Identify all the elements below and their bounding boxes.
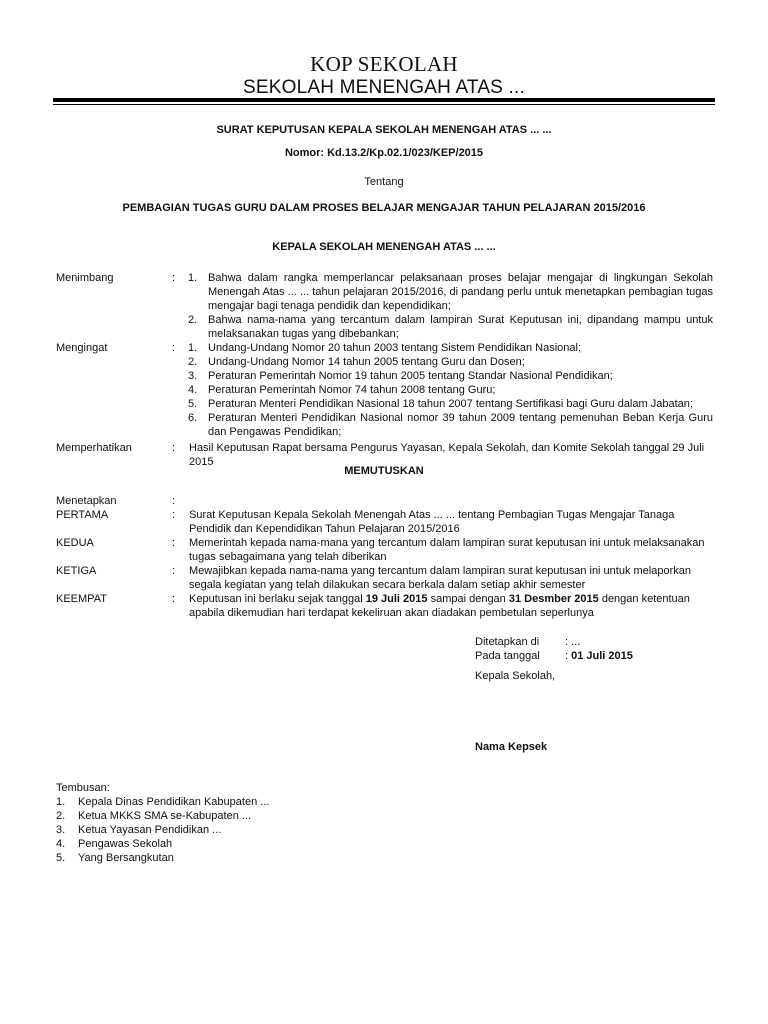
ketiga-label: KETIGA <box>56 565 97 577</box>
decree-number: Nomor: Kd.13.2/Kp.02.1/023/KEP/2015 <box>284 147 484 159</box>
decree-title: SURAT KEPUTUSAN KEPALA SEKOLAH MENENGAH ATAS ... ... <box>216 124 552 136</box>
kedua-label: KEDUA <box>56 537 94 549</box>
keempat-colon: : <box>172 593 176 605</box>
menetapkan-label: Menetapkan <box>56 495 117 507</box>
keempat-end-date: 31 Desmber 2015 <box>508 593 599 605</box>
letterhead-school-name: SEKOLAH MENENGAH ATAS ... <box>243 77 525 98</box>
menimbang-item-number: 1. <box>188 272 198 284</box>
tembusan-item-number: 1. <box>56 796 66 808</box>
tembusan-item-text: Yang Bersangkutan <box>78 852 174 864</box>
mengingat-colon: : <box>172 342 176 354</box>
signatory-name: Nama Kepsek <box>475 741 548 753</box>
tembusan-item-number: 4. <box>56 838 66 850</box>
memperhatikan-text: Hasil Keputusan Rapat bersama Pengurus Yayasan, Kepala Sekolah, dan Komite Sekolah tanggal 29 Juli 2015 <box>189 442 705 468</box>
mengingat-item-text: Undang-Undang Nomor 20 tahun 2003 tentang Sistem Pendidikan Nasional; <box>208 342 582 354</box>
ditetapkan-value: : ... <box>565 636 581 648</box>
mengingat-item-text: Undang-Undang Nomor 14 tahun 2005 tentang Guru dan Dosen; <box>208 356 525 368</box>
tembusan-item-number: 3. <box>56 824 66 836</box>
mengingat-item-text: Peraturan Menteri Pendidikan Nasional nomor 39 tahun 2009 tentang pemenuhan Beban Kerja Guru dan Pengawas Pendidikan; <box>208 412 713 438</box>
pertama-colon: : <box>172 509 176 521</box>
mengingat-item-number: 1. <box>188 342 198 354</box>
letterhead-divider-thick <box>53 98 715 102</box>
menimbang-item-text: Bahwa dalam rangka memperlancar pelaksanaan proses belajar mengajar di lingkungan Sekolah Menengah Atas ... ... tahun pelajaran 2015/2016, di pandang perlu untuk menetapkan pembagian tugas mengajar bagi tenaga pendidik dan kependidikan; <box>208 272 713 312</box>
ketiga-text: Mewajibkan kepada nama-nama yang tercantum dalam lampiran surat keputusan ini untuk melaporkan segala kegiatan yang telah dilakukan secara berkala dalam setiap akhir semester <box>189 565 691 591</box>
keempat-text-middle: sampai dengan <box>427 593 509 605</box>
letterhead-divider-thin <box>53 104 715 105</box>
keempat-text-end: dengan ketentuan apabila dikemudian hari terdapat kekeliruan akan diadakan pembetulan seperlunya <box>189 593 690 619</box>
tembusan-item-text: Pengawas Sekolah <box>78 838 173 850</box>
ditetapkan-label: Ditetapkan di <box>475 636 540 648</box>
signatory-position: Kepala Sekolah, <box>475 670 556 682</box>
mengingat-item-number: 5. <box>188 398 198 410</box>
keempat-text-start: Keputusan ini berlaku sejak tanggal <box>189 593 366 605</box>
menimbang-label: Menimbang <box>56 272 114 284</box>
mengingat-label: Mengingat <box>56 342 108 354</box>
tembusan-item-number: 5. <box>56 852 66 864</box>
tanggal-label: Pada tanggal <box>475 650 540 662</box>
memperhatikan-colon: : <box>172 442 176 454</box>
keempat-label: KEEMPAT <box>56 593 107 605</box>
mengingat-item-text: Peraturan Pemerintah Nomor 74 tahun 2008 tentang Guru; <box>208 384 496 396</box>
mengingat-item-number: 4. <box>188 384 198 396</box>
tembusan-item-text: Ketua MKKS SMA se-Kabupaten ... <box>78 810 252 822</box>
tanggal-value <box>565 649 633 663</box>
menetapkan-colon: : <box>172 495 176 507</box>
memperhatikan-label: Memperhatikan <box>56 442 132 454</box>
menimbang-item-number: 2. <box>188 314 198 326</box>
mengingat-item-number: 3. <box>188 370 198 382</box>
menimbang-colon: : <box>172 272 176 284</box>
mengingat-item-number: 6. <box>188 412 198 424</box>
mengingat-item-text: Peraturan Menteri Pendidikan Nasional 18 tahun 2007 tentang Sertifikasi bagi Guru dalam Jabatan; <box>208 398 693 410</box>
pertama-text: Surat Keputusan Kepala Sekolah Menengah Atas ... ... tentang Pembagian Tugas Mengajar Tanaga Pendidik dan Kependidikan Tahun Pelajaran 2015/2016 <box>189 509 675 535</box>
decree-authority: KEPALA SEKOLAH MENENGAH ATAS ... ... <box>272 241 496 253</box>
tanggal-colon: : <box>565 650 572 662</box>
tembusan-label: Tembusan: <box>56 782 110 794</box>
tembusan-item-text: Kepala Dinas Pendidikan Kabupaten ... <box>78 796 270 808</box>
menimbang-item-text: Bahwa nama-nama yang tercantum dalam lampiran Surat Keputusan ini, dipandang mampu untuk melaksanakan tugas yang dibebankan; <box>208 314 713 340</box>
keempat-text <box>189 592 713 620</box>
tanggal-date: 01 Juli 2015 <box>571 650 633 662</box>
tembusan-item-number: 2. <box>56 810 66 822</box>
keempat-start-date: 19 Juli 2015 <box>365 593 428 605</box>
kedua-text: Memerintah kepada nama-mana yang tercantum dalam lampiran surat keputusan ini untuk melaksanakan tugas sebagaimana yang telah diberikan <box>189 537 705 563</box>
mengingat-item-number: 2. <box>188 356 198 368</box>
tentang-label: Tentang <box>364 176 404 188</box>
mengingat-item-text: Peraturan Pemerintah Nomor 19 tahun 2005 tentang Standar Nasional Pendidikan; <box>208 370 613 382</box>
pertama-label: PERTAMA <box>56 509 109 521</box>
memutuskan-heading: MEMUTUSKAN <box>344 465 424 477</box>
ketiga-colon: : <box>172 565 176 577</box>
tembusan-item-text: Ketua Yayasan Pendidikan ... <box>78 824 222 836</box>
decree-subject: PEMBAGIAN TUGAS GURU DALAM PROSES BELAJAR MENGAJAR TAHUN PELAJARAN 2015/2016 <box>122 202 646 214</box>
letterhead-title: KOP SEKOLAH <box>310 52 458 76</box>
kedua-colon: : <box>172 537 176 549</box>
